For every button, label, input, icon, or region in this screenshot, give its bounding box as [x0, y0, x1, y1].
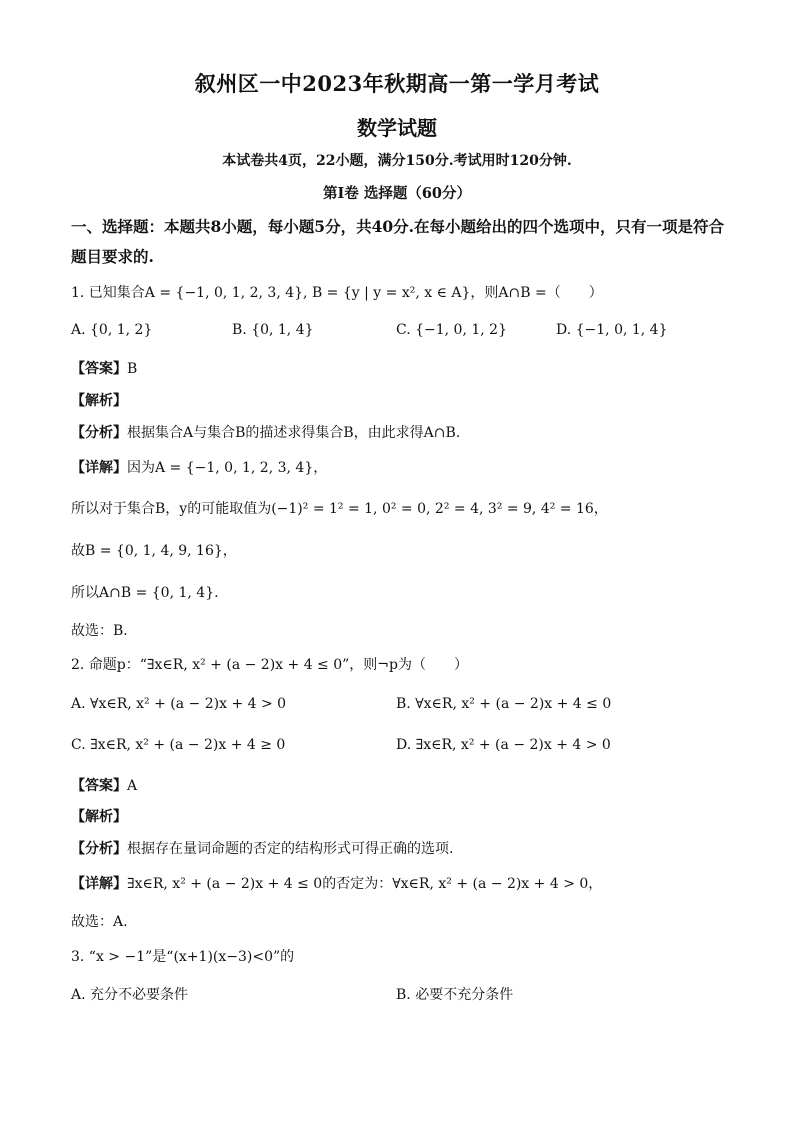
q1-choice: 故选：B.	[71, 623, 128, 639]
exam-title: 叙州区一中2023年秋期高一第一学月考试	[194, 71, 600, 96]
q2-analysis-heading	[71, 806, 127, 826]
q1-option-c: C. {−1, 0, 1, 2}	[396, 322, 507, 338]
fenxi-tag: 【分析】	[71, 425, 127, 441]
question-2-stem: 2. 命题p：“∃x∈R, x² + (a − 2)x + 4 ≤ 0”，则¬p为（ ）	[71, 657, 468, 673]
q2-choice: 故选：A.	[71, 914, 128, 930]
q2-option-c: C. ∃x∈R, x² + (a − 2)x + 4 ≥ 0	[71, 737, 286, 753]
q2-option-b: B. ∀x∈R, x² + (a − 2)x + 4 ≤ 0	[396, 696, 612, 712]
answer-tag: 【答案】	[71, 778, 127, 794]
q1-analysis-heading	[71, 390, 127, 410]
answer-tag: 【答案】	[71, 361, 127, 377]
section-instructions: 一、选择题：本题共8小题，每小题5分，共40分.在每小题给出的四个选项中，只有一项是符合题目要求的.	[71, 217, 725, 266]
q1-option-b: B. {0, 1, 4}	[232, 322, 314, 338]
q1-detail-line-3: 故B = {0, 1, 4, 9, 16}，	[71, 543, 237, 559]
q1-answer-line	[71, 358, 137, 378]
q2-option-a: A. ∀x∈R, x² + (a − 2)x + 4 > 0	[71, 696, 287, 712]
q1-detail-line	[71, 457, 327, 477]
q2-detail: ∃x∈R, x² + (a − 2)x + 4 ≤ 0的否定为：∀x∈R, x² + (a − 2)x + 4 > 0，	[127, 876, 603, 892]
question-1-stem: 1. 已知集合A = {−1, 0, 1, 2, 3, 4}, B = {y | y = x², x ∈ A}，则A∩B =（ ）	[71, 285, 603, 301]
detail-tag: 【详解】	[71, 876, 127, 892]
analysis-tag: 【解析】	[71, 393, 127, 409]
q2-fenxi: 根据存在量词命题的否定的结构形式可得正确的选项.	[127, 841, 454, 857]
question-3-stem: 3. “x > −1”是“(x+1)(x−3)<0”的	[71, 949, 295, 965]
q1-detail: 因为A = {−1, 0, 1, 2, 3, 4}，	[127, 460, 328, 476]
q1-option-d: D. {−1, 0, 1, 4}	[556, 322, 668, 338]
q2-option-d: D. ∃x∈R, x² + (a − 2)x + 4 > 0	[396, 737, 611, 753]
volume-heading: 第I卷 选择题（60分）	[322, 185, 471, 202]
q1-option-a: A. {0, 1, 2}	[71, 322, 153, 338]
q2-answer-line	[71, 775, 137, 795]
detail-tag: 【详解】	[71, 460, 127, 476]
q1-fenxi-line	[71, 422, 460, 442]
q2-answer: A	[127, 778, 138, 794]
q1-answer: B	[127, 361, 138, 377]
q3-option-a: A. 充分不必要条件	[71, 987, 189, 1003]
q3-option-b: B. 必要不充分条件	[396, 987, 514, 1003]
q2-detail-line	[71, 873, 602, 893]
fenxi-tag: 【分析】	[71, 841, 127, 857]
analysis-tag: 【解析】	[71, 809, 127, 825]
q2-fenxi-line	[71, 838, 453, 858]
q1-detail-line-2: 所以对于集合B，y的可能取值为(−1)² = 1² = 1, 0² = 0, 2² = 4, 3² = 9, 4² = 16，	[71, 501, 608, 517]
q1-detail-line-4: 所以A∩B = {0, 1, 4}.	[71, 585, 219, 601]
subject-title: 数学试题	[357, 116, 437, 140]
exam-meta: 本试卷共4页，22小题，满分150分.考试用时120分钟.	[222, 153, 572, 169]
q1-fenxi: 根据集合A与集合B的描述求得集合B，由此求得A∩B.	[127, 425, 461, 441]
